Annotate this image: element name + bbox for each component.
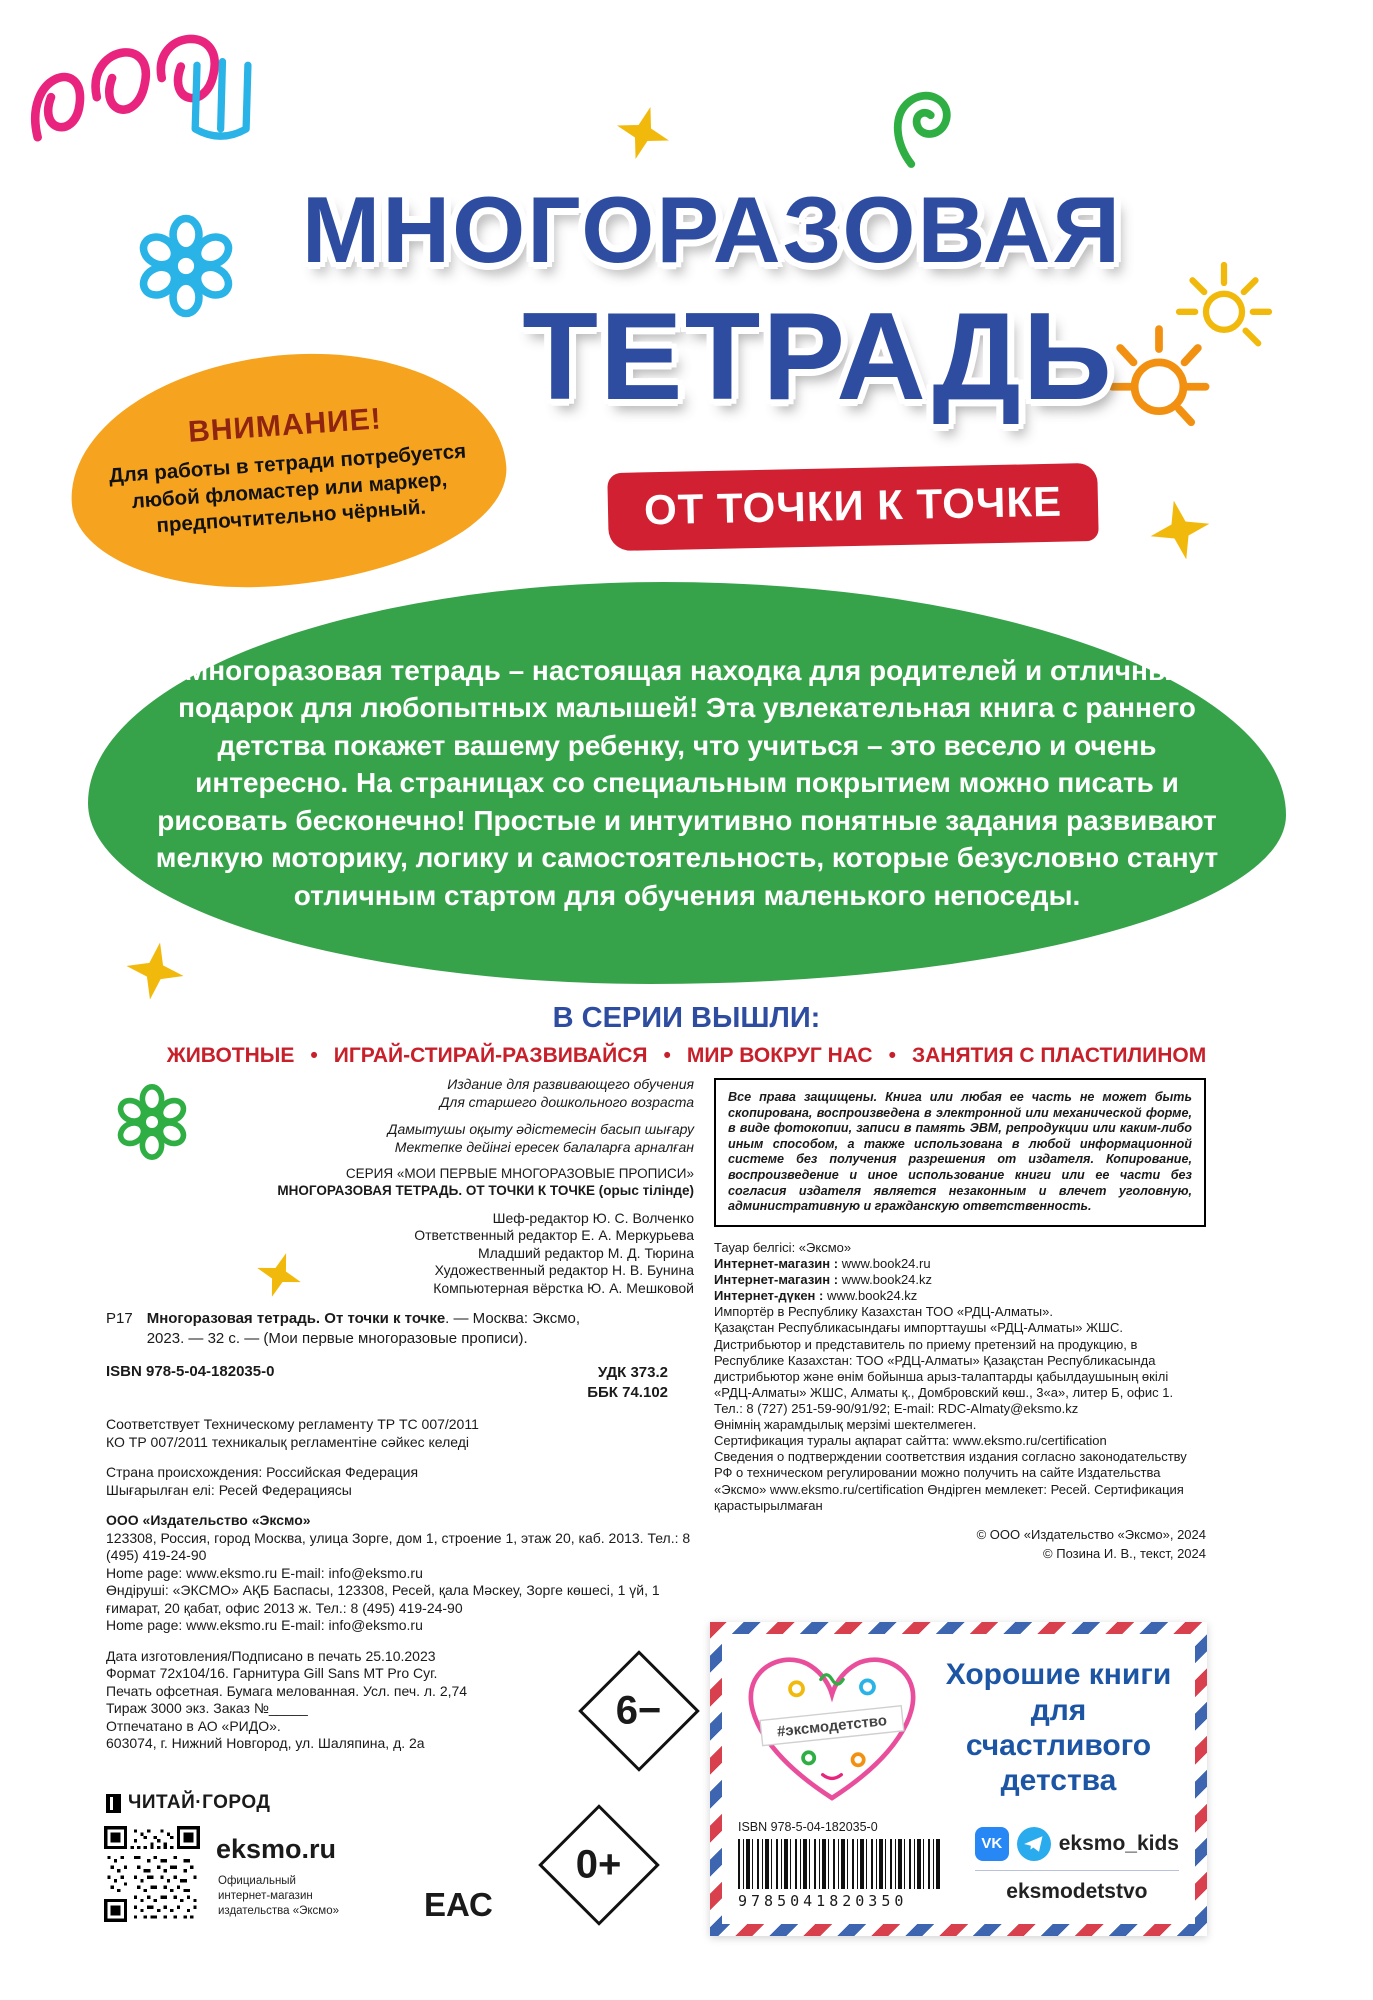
barcode bbox=[738, 1839, 942, 1889]
publisher-homepage-kz: Home page: www.eksmo.ru E-mail: info@eksmo.ru bbox=[106, 1617, 423, 1634]
flower-icon bbox=[132, 212, 240, 320]
printing-line: Формат 72х104/16. Гарнитура Gill Sans MT Pro Суг. bbox=[106, 1665, 438, 1682]
series-item: ЖИВОТНЫЕ bbox=[166, 1044, 295, 1067]
publisher-name: ООО «Издательство «Эксмо» bbox=[106, 1512, 311, 1529]
qr-caption-line: интернет-магазин bbox=[218, 1890, 313, 1903]
staff-line: Ответственный редактор Е. А. Меркурьева bbox=[414, 1227, 694, 1244]
eac-mark: ЕАС bbox=[424, 1886, 493, 1923]
staff-line: Художественный редактор Н. В. Бунина bbox=[434, 1262, 694, 1279]
social-handle: eksmodetstvo bbox=[975, 1870, 1179, 1904]
edition-audience-ru: Издание для развивающего обучения bbox=[447, 1076, 694, 1092]
certification-kz: Сертификация туралы ақпарат сайтта: www.eksmo.ru/certification bbox=[714, 1433, 1107, 1449]
star-icon bbox=[1144, 494, 1215, 565]
staff-line: Компьютерная вёрстка Ю. А. Мешковой bbox=[433, 1279, 694, 1296]
distribution-block bbox=[714, 1240, 1206, 1514]
series-item: • ЗАНЯТИЯ С ПЛАСТИЛИНОМ bbox=[873, 1044, 1207, 1067]
postcard-inner bbox=[722, 1634, 1195, 1924]
shop-label: Интернет-магазин : bbox=[714, 1272, 839, 1288]
book-title-line1: МНОГОРАЗОВАЯ bbox=[301, 177, 1123, 282]
subtitle-badge: ОТ ТОЧКИ К ТОЧКЕ bbox=[607, 463, 1099, 551]
social-handle: eksmo_kids bbox=[1058, 1831, 1179, 1855]
shop-line bbox=[714, 1256, 1206, 1272]
book-title-line2: ТЕТРАДЬ bbox=[522, 288, 1114, 426]
attention-text: Для работы в тетради потребуется любой фломастер или маркер, предпочтительно чёрный. bbox=[108, 439, 467, 538]
imprint-left-column bbox=[106, 1076, 694, 1753]
catalog-entry bbox=[147, 1309, 617, 1349]
series-list bbox=[0, 1044, 1373, 1068]
edition-series-line: СЕРИЯ «МОИ ПЕРВЫЕ МНОГОРАЗОВЫЕ ПРОПИСИ» bbox=[345, 1166, 694, 1181]
copyright-lines bbox=[714, 1526, 1206, 1564]
origin-block bbox=[106, 1464, 694, 1499]
qr-caption-line: издательства «Эксмо» bbox=[218, 1905, 340, 1918]
attention-note bbox=[63, 340, 514, 600]
importer-line: Импортёр в Республику Казахстан ТОО «РДЦ-Алматы». bbox=[714, 1304, 1053, 1320]
shop-line bbox=[714, 1272, 1206, 1288]
qr-caption-line: Официальный bbox=[218, 1875, 296, 1887]
phone-line: Тел.: 8 (727) 251-59-90/91/92; E-mail: RDC-Almaty@eksmo.kz bbox=[714, 1400, 1079, 1416]
printing-line: 603074, г. Нижний Новгород, ул. Шаляпина, д. 2а bbox=[106, 1735, 425, 1752]
copyright-notice-box: Все права защищены. Книга или любая ее часть не может быть скопирована, воспроизведена в электронной или механической форме, в виде фотокопии, записи в память ЭВМ, репродукции или каким-либо иным способом, а также использована в любой информационной системе без получения разрешения от издателя. Копирование, воспроизведение и иное использование книги или ее части без согласия издателя является незаконным и влечет уголовную, административную и гражданскую ответственность. bbox=[714, 1078, 1206, 1227]
series-heading: В СЕРИИ ВЫШЛИ: bbox=[552, 1002, 821, 1034]
edition-audience-kz: Дамытушы оқыту әдістемесін басып шығару bbox=[387, 1121, 694, 1137]
series-item: • ИГРАЙ-СТИРАЙ-РАЗВИВАЙСЯ bbox=[294, 1044, 647, 1067]
classification-codes bbox=[587, 1363, 668, 1404]
age-rating-badge bbox=[538, 1804, 660, 1926]
age-mark-value: 6− bbox=[616, 1688, 662, 1733]
publisher-address-ru: 123308, Россия, город Москва, улица Зорге, дом 1, строение 1, этаж 20, каб. 2013. Тел.: 8 (495) 419-24-90 bbox=[106, 1529, 691, 1564]
edition-audience-kz: Мектепке дейінгі ересек балаларға арналған bbox=[394, 1138, 694, 1155]
origin-kz: Шығарылған елі: Ресей Федерациясы bbox=[106, 1481, 352, 1498]
star-icon bbox=[121, 937, 188, 1004]
shop-line bbox=[714, 1288, 1206, 1304]
trademark-line: Тауар белгісі: «Эксмо» bbox=[714, 1239, 852, 1255]
publisher-block bbox=[106, 1512, 694, 1635]
edition-info bbox=[106, 1076, 694, 1297]
printing-line: Печать офсетная. Бумага мелованная. Усл. печ. л. 2,74 bbox=[106, 1682, 468, 1699]
origin-ru: Страна происхождения: Российская Федерация bbox=[106, 1464, 419, 1481]
star-icon bbox=[610, 100, 677, 167]
shop-url: www.book24.ru bbox=[841, 1255, 931, 1271]
isbn: ISBN 978-5-04-182035-0 bbox=[106, 1362, 275, 1380]
printing-line: Отпечатано в АО «РИДО». bbox=[106, 1717, 281, 1734]
chitai-gorod-logo bbox=[106, 1792, 270, 1814]
catalog-entry-rest: . — Москва: Эксмо, 2023. — 32 с. — (Мои первые многоразовые прописи). bbox=[146, 1310, 581, 1348]
udk-code: УДК 373.2 bbox=[597, 1363, 668, 1381]
series-item: • МИР ВОКРУГ НАС bbox=[648, 1044, 873, 1067]
telegram-icon bbox=[1017, 1827, 1051, 1861]
sh-doodle-cyan bbox=[186, 58, 268, 158]
sun-doodle-yellow bbox=[1170, 256, 1278, 364]
publisher-postcard bbox=[710, 1622, 1207, 1936]
qr-caption bbox=[218, 1874, 339, 1920]
staff-line: Младший редактор М. Д. Тюрина bbox=[477, 1244, 694, 1261]
certification-ru: Сведения о подтверждении соответствия издания согласно законодательству РФ о техническом регулировании можно получить на сайте Издательства «Эксмо» www.eksmo.ru/certification Өндірген мемлекет: Ресей. Сертификация қарастырылмаған bbox=[714, 1449, 1187, 1513]
description-text: Многоразовая тетрадь – настоящая находка для родителей и отличный подарок для любопытных малышей! Эта увлекательная книга с раннего детства покажет вашему ребенку, что учиться – это весело и очень интересно. На страницах со специальным покрытием можно писать и рисовать бесконечно! Простые и интуитивно понятные задания развивают мелкую моторику, логику и самостоятельность, которые безусловно станут отличным стартом для обучения маленького непоседы. bbox=[155, 654, 1219, 911]
edition-staff-list bbox=[106, 1210, 694, 1298]
staff-line: Шеф-редактор Ю. С. Волченко bbox=[492, 1209, 694, 1226]
social-links bbox=[963, 1820, 1179, 1910]
bbk-code: ББК 74.102 bbox=[587, 1384, 668, 1402]
eksmo-site-label: eksmo.ru bbox=[216, 1834, 337, 1864]
catalog-card bbox=[106, 1309, 694, 1349]
qr-code bbox=[104, 1826, 200, 1922]
edition-audience-ru: Для старшего дошкольного возраста bbox=[439, 1093, 694, 1110]
barcode-digits: 9785041820350 bbox=[738, 1892, 908, 1910]
catalog-entry-title: Многоразовая тетрадь. От точки к точке bbox=[146, 1310, 446, 1328]
imprint-right-column bbox=[714, 1078, 1206, 1563]
spiral-doodle-green bbox=[882, 82, 960, 170]
chitai-gorod-label: ЧИТАЙ·ГОРОД bbox=[128, 1792, 271, 1813]
printing-line: Дата изготовления/Подписано в печать 25.10.2023 bbox=[106, 1647, 436, 1664]
postcard-isbn: ISBN 978-5-04-182035-0 bbox=[738, 1820, 878, 1834]
catalog-code: Р17 bbox=[106, 1310, 133, 1328]
copyright-line: © ООО «Издательство «Эксмо», 2024 bbox=[976, 1526, 1206, 1542]
compliance-kz: КО ТР 007/2011 техникалық регламентіне сәйкес келеді bbox=[106, 1433, 470, 1450]
shop-label: Интернет-дүкен : bbox=[714, 1288, 824, 1304]
book-logo-icon bbox=[106, 1794, 121, 1813]
isbn-row bbox=[106, 1363, 668, 1404]
hashtag-label: #эксмодетство bbox=[776, 1712, 888, 1741]
age-rating-value: 0+ bbox=[576, 1842, 622, 1887]
shop-label: Интернет-магазин : bbox=[714, 1255, 839, 1271]
shop-url: www.book24.kz bbox=[841, 1272, 933, 1288]
vk-icon: VK bbox=[975, 1827, 1009, 1861]
copyright-line: © Позина И. В., текст, 2024 bbox=[1043, 1545, 1206, 1561]
publisher-homepage-ru: Home page: www.eksmo.ru E-mail: info@eksmo.ru bbox=[106, 1564, 423, 1581]
heart-doodle bbox=[738, 1644, 926, 1812]
compliance-block bbox=[106, 1416, 694, 1451]
compliance-ru: Соответствует Техническому регламенту ТР ТС 007/2011 bbox=[106, 1416, 479, 1433]
kz-distributor-text: Қазақстан Республикасындағы импорттаушы «РДЦ-Алматы» ЖШС. Дистрибьютор и представитель по приему претензий на продукцию, в Республике Казахстан: ТОО «РДЦ-Алматы» Қазақстан Республикасында дистрибьютор және өнім бойынша арыз-талаптарды қабылдаушының өкілі «РДЦ-Алматы» ЖШС, Алматы қ., Домбровский көш., 3«а», литер Б, офис 1. bbox=[714, 1320, 1174, 1400]
description-blob bbox=[88, 582, 1286, 984]
attention-title: ВНИМАНИЕ! bbox=[187, 402, 383, 449]
shop-url: www.book24.kz bbox=[826, 1288, 918, 1304]
postcard-slogan: Хорошие книги для счастливого детства bbox=[945, 1658, 1172, 1798]
printing-line: Тираж 3000 экз. Заказ №_____ bbox=[106, 1700, 308, 1717]
publisher-address-kz: Өндіруші: «ЭКСМО» АҚБ Баспасы, 123308, Ресей, қала Мәскеу, Зорге көшесі, 1 үй, 1 ғимарат, 20 қабат, офис 2013 ж. Тел.: 8 (495) 419-24-90 bbox=[106, 1582, 660, 1616]
shelf-life-line: Өнімнің жарамдылық мерзімі шектелмеген. bbox=[714, 1417, 977, 1433]
edition-title-line: МНОГОРАЗОВАЯ ТЕТРАДЬ. ОТ ТОЧКИ К ТОЧКЕ (орыс тілінде) bbox=[277, 1182, 694, 1198]
